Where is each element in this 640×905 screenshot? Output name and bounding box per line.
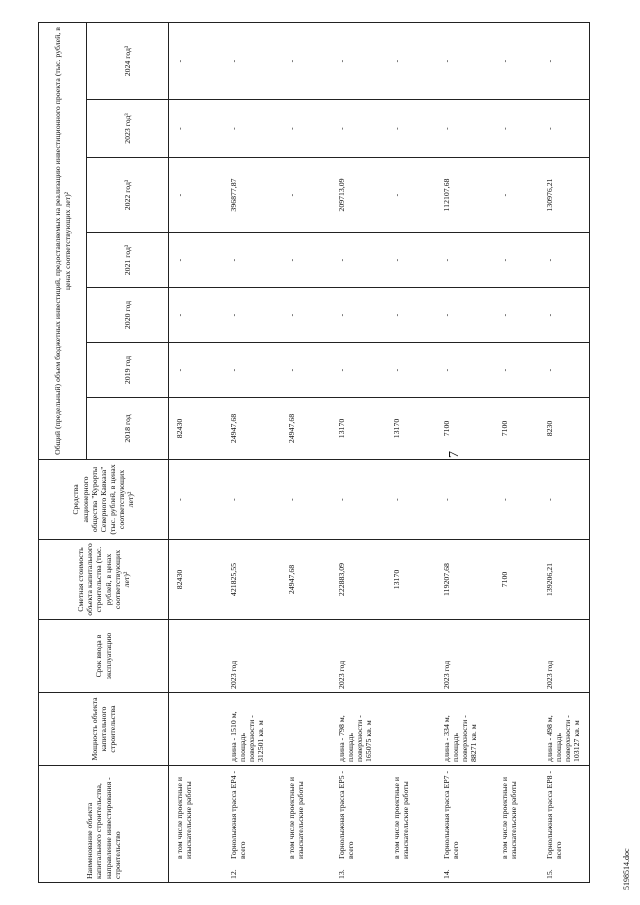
row-number: [392, 865, 410, 879]
row-year-value: -: [227, 100, 285, 158]
table-row: [543, 23, 590, 883]
row-year-value: -: [285, 288, 335, 343]
row-term: 2023 год: [543, 620, 590, 693]
row-capacity: [169, 693, 227, 766]
row-cost: 13170: [390, 540, 440, 620]
row-year-value: 209713,09: [335, 158, 390, 233]
header-budget: Общий (предельный) объем бюджетных инвестиций, предоставляемых на реализацию инвестиционного проекта (тыс. рублей, в ценах соответствующих лет)²: [39, 23, 87, 460]
row-label: в том числе проектные и изыскательские работы: [391, 776, 410, 859]
header-year: 2023 год³: [87, 100, 169, 158]
row-funds: -: [440, 460, 498, 540]
row-year-value: -: [227, 288, 285, 343]
row-term: [390, 620, 440, 693]
row-capacity: длина - 1510 м, площадь поверхности - 312501 кв. м: [227, 693, 285, 766]
row-capacity: [285, 693, 335, 766]
document-id: 5198514.doc: [622, 848, 631, 890]
row-year-value: -: [169, 158, 227, 233]
row-label: Горнолыжная трасса ЕР7 - всего: [441, 770, 460, 859]
header-year: 2024 год³: [87, 23, 169, 100]
row-year-value: -: [543, 100, 590, 158]
row-name: [440, 766, 498, 883]
row-year-value: -: [285, 158, 335, 233]
row-year-value: -: [390, 343, 440, 398]
row-year-value: -: [498, 100, 543, 158]
row-year-value: -: [335, 233, 390, 288]
row-number: [287, 865, 305, 879]
row-funds: -: [335, 460, 390, 540]
header-name: Наименование объекта капитального строительства, направление инвестирования - строительство: [39, 766, 169, 883]
row-capacity: [390, 693, 440, 766]
row-cost: 421825,55: [227, 540, 285, 620]
row-cost: 7100: [498, 540, 543, 620]
row-name: [335, 766, 390, 883]
row-year-value: -: [498, 158, 543, 233]
row-year-value: -: [169, 233, 227, 288]
table-row: [498, 23, 543, 883]
table-row: [169, 23, 227, 883]
row-funds: -: [169, 460, 227, 540]
row-year-value: 8230: [543, 398, 590, 460]
row-year-value: -: [543, 233, 590, 288]
row-name: [285, 766, 335, 883]
row-year-value: -: [390, 23, 440, 100]
row-year-value: 24947,68: [285, 398, 335, 460]
row-name: [227, 766, 285, 883]
row-label: Горнолыжная трасса ЕР5 - всего: [336, 770, 355, 859]
row-year-value: 7100: [440, 398, 498, 460]
header-year: 2021 год³: [87, 233, 169, 288]
row-funds: -: [498, 460, 543, 540]
row-year-value: -: [390, 288, 440, 343]
row-year-value: 112107,68: [440, 158, 498, 233]
header-year: 2022 год³: [87, 158, 169, 233]
row-year-value: -: [390, 158, 440, 233]
header-cost: Сметная стоимость объекта капитального строительства (тыс. рублей, в ценах соответствующих лет)²: [39, 540, 169, 620]
row-capacity: длина - 334 м, площадь поверхности - 88271 кв. м: [440, 693, 498, 766]
row-term: 2023 год: [335, 620, 390, 693]
row-label: в том числе проектные и изыскательские работы: [499, 776, 518, 859]
row-label: в том числе проектные и изыскательские работы: [286, 776, 305, 859]
row-number: 13.: [336, 869, 346, 879]
row-number: 12.: [228, 869, 238, 879]
row-year-value: -: [285, 100, 335, 158]
row-year-value: -: [285, 23, 335, 100]
row-year-value: -: [390, 233, 440, 288]
row-year-value: -: [227, 343, 285, 398]
row-cost: 222883,09: [335, 540, 390, 620]
row-year-value: -: [543, 288, 590, 343]
row-year-value: -: [169, 288, 227, 343]
row-year-value: -: [227, 23, 285, 100]
row-year-value: 13170: [390, 398, 440, 460]
table-row: [440, 23, 498, 883]
row-label: Горнолыжная трасса ЕР8 - всего: [544, 770, 563, 859]
row-name: [543, 766, 590, 883]
header-year: 2020 год: [87, 288, 169, 343]
row-cost: 119207,68: [440, 540, 498, 620]
row-cost: 139206,21: [543, 540, 590, 620]
row-funds: -: [285, 460, 335, 540]
row-year-value: -: [227, 233, 285, 288]
row-year-value: -: [169, 100, 227, 158]
page-number: 7: [447, 451, 462, 458]
row-year-value: -: [335, 23, 390, 100]
row-year-value: 24947,68: [227, 398, 285, 460]
table-row: [227, 23, 285, 883]
row-term: 2023 год: [227, 620, 285, 693]
row-year-value: -: [498, 343, 543, 398]
row-year-value: -: [440, 233, 498, 288]
row-number: [500, 865, 518, 879]
row-term: [285, 620, 335, 693]
row-year-value: -: [543, 23, 590, 100]
row-year-value: 130976,21: [543, 158, 590, 233]
row-year-value: 13170: [335, 398, 390, 460]
row-label: Горнолыжная трасса ЕР4 - всего: [228, 770, 247, 859]
row-funds: -: [390, 460, 440, 540]
row-year-value: -: [169, 23, 227, 100]
row-funds: -: [543, 460, 590, 540]
row-year-value: -: [335, 343, 390, 398]
row-year-value: -: [440, 100, 498, 158]
row-year-value: -: [440, 288, 498, 343]
row-label: в том числе проектные и изыскательские работы: [175, 776, 194, 859]
header-year: 2019 год: [87, 343, 169, 398]
row-term: [498, 620, 543, 693]
row-year-value: -: [335, 288, 390, 343]
row-year-value: -: [335, 100, 390, 158]
row-funds: -: [227, 460, 285, 540]
row-year-value: 82430: [169, 398, 227, 460]
row-name: [169, 766, 227, 883]
row-number: [175, 865, 193, 879]
header-term: Срок ввода в эксплуатацию: [39, 620, 169, 693]
header-year: 2018 год: [87, 398, 169, 460]
row-year-value: -: [285, 233, 335, 288]
header-capacity: Мощность объекта капитального строительства: [39, 693, 169, 766]
row-cost: 24947,68: [285, 540, 335, 620]
row-name: [390, 766, 440, 883]
table-row: [335, 23, 390, 883]
row-year-value: -: [498, 233, 543, 288]
row-year-value: -: [440, 343, 498, 398]
row-year-value: -: [543, 343, 590, 398]
header-funds: Средства акционерного общества "Курорты Северного Кавказа" (тыс. рублей, в ценах соответствующих лет)²: [39, 460, 169, 540]
row-year-value: -: [169, 343, 227, 398]
row-year-value: -: [440, 23, 498, 100]
row-name: [498, 766, 543, 883]
row-year-value: -: [498, 23, 543, 100]
row-year-value: 7100: [498, 398, 543, 460]
table-row: [390, 23, 440, 883]
row-year-value: -: [390, 100, 440, 158]
row-term: [169, 620, 227, 693]
row-term: 2023 год: [440, 620, 498, 693]
row-capacity: длина - 798 м, площадь поверхности - 165075 кв. м: [335, 693, 390, 766]
row-number: 14.: [441, 869, 451, 879]
row-year-value: -: [498, 288, 543, 343]
row-year-value: -: [285, 343, 335, 398]
row-cost: 82430: [169, 540, 227, 620]
row-capacity: [498, 693, 543, 766]
row-number: 15.: [544, 869, 554, 879]
row-year-value: 396877,87: [227, 158, 285, 233]
table-row: [285, 23, 335, 883]
investment-table: [38, 22, 590, 883]
row-capacity: длина - 498 м, площадь поверхности - 103127 кв. м: [543, 693, 590, 766]
